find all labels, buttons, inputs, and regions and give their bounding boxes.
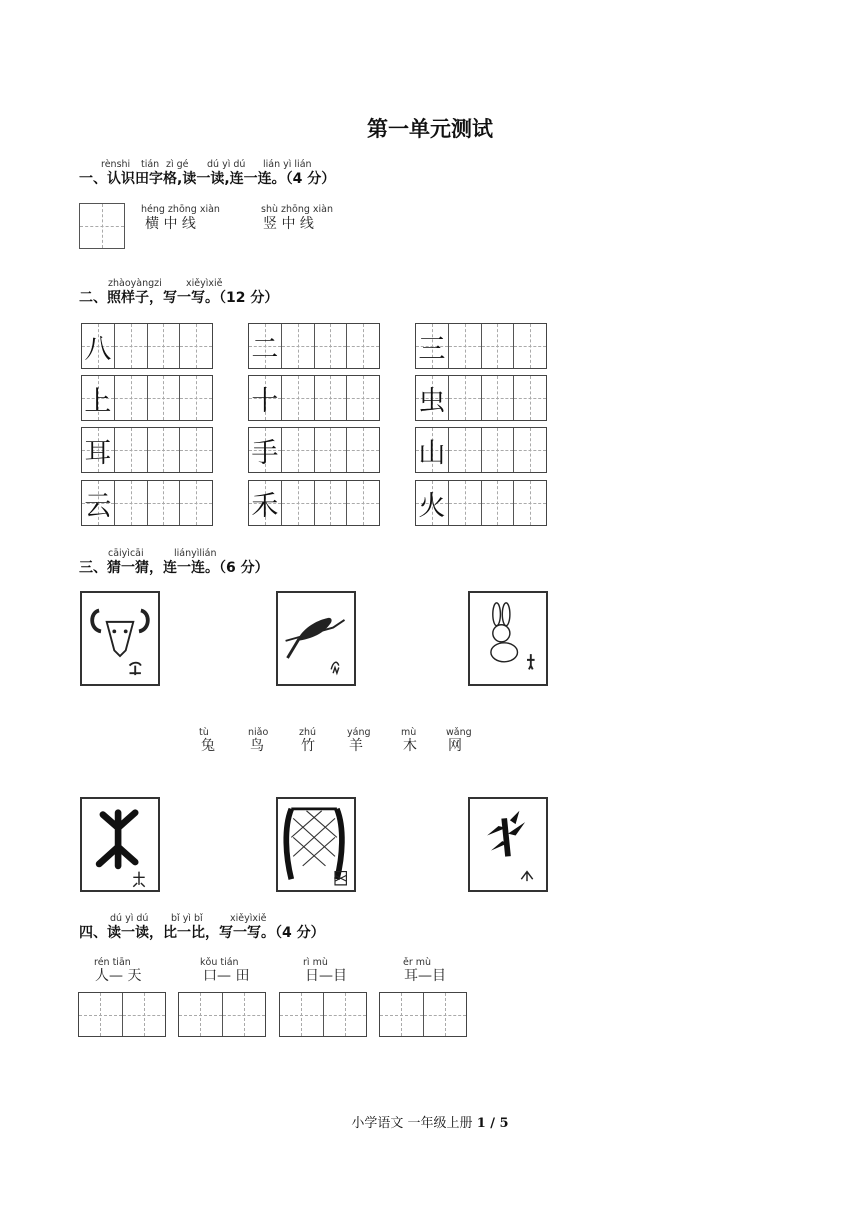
sheep-icon [82, 593, 158, 684]
q2-pinyin-2: xiěyìxiě [186, 278, 223, 289]
grid-cell[interactable] [315, 481, 348, 525]
model-char-cell[interactable] [416, 324, 449, 368]
writing-grid[interactable] [415, 375, 547, 421]
q4-pair2-pinyin: kǒu tián [200, 957, 239, 968]
model-char: 禾 [251, 490, 279, 522]
grid-cell[interactable] [282, 428, 315, 472]
model-char-cell[interactable] [416, 376, 449, 420]
grid-cell[interactable] [482, 428, 515, 472]
grid-cell[interactable] [180, 428, 212, 472]
page-title: 第一单元测试 [367, 117, 493, 141]
model-char-cell[interactable] [82, 428, 115, 472]
model-char-cell[interactable] [249, 324, 282, 368]
writing-grid[interactable] [81, 427, 213, 473]
grid-cell[interactable] [282, 376, 315, 420]
tree-icon [82, 799, 158, 890]
writing-grid[interactable] [248, 375, 380, 421]
q4-prefix: 四、 [79, 925, 107, 941]
q4-pair1-text: 人— 天 [95, 968, 142, 984]
q4-grid-4[interactable] [379, 992, 467, 1037]
grid-cell[interactable] [79, 993, 123, 1036]
grid-cell[interactable] [148, 481, 181, 525]
grid-cell[interactable] [482, 376, 515, 420]
q2-pinyin-1: zhàoyàngzi [108, 278, 162, 289]
model-char: 二 [251, 333, 279, 365]
model-char-cell[interactable] [82, 376, 115, 420]
q1-pinyin-1: rènshi [101, 159, 131, 170]
q1-prefix: 一、 [79, 171, 107, 187]
tree-picture[interactable] [80, 797, 160, 892]
grid-cell[interactable] [380, 993, 424, 1036]
grid-cell[interactable] [115, 481, 148, 525]
grid-cell[interactable] [282, 324, 315, 368]
grid-cell[interactable] [282, 481, 315, 525]
q1-pinyin-4: dú yì dú [207, 159, 246, 170]
model-char: 耳 [84, 437, 112, 469]
q4-pair4-text: 耳—目 [404, 968, 446, 984]
bird-picture[interactable] [276, 591, 356, 686]
word-pinyin: niǎo [248, 727, 269, 738]
grid-cell[interactable] [324, 993, 367, 1036]
writing-grid[interactable] [415, 427, 547, 473]
word-pinyin: mù [401, 727, 417, 738]
model-char-cell[interactable] [82, 481, 115, 525]
grid-cell[interactable] [180, 376, 212, 420]
grid-cell[interactable] [148, 428, 181, 472]
writing-grid[interactable] [81, 375, 213, 421]
grid-cell[interactable] [449, 376, 482, 420]
grid-cell[interactable] [347, 481, 379, 525]
grid-cell[interactable] [148, 324, 181, 368]
model-char: 手 [251, 437, 279, 469]
word-pinyin: wǎng [446, 727, 472, 738]
grid-cell[interactable] [123, 993, 166, 1036]
page-number: 1 / 5 [476, 1116, 509, 1131]
q4-pair4-pinyin: ěr mù [403, 957, 432, 968]
q1-pinyin-3: zì gé [166, 159, 189, 170]
grid-cell[interactable] [115, 428, 148, 472]
q3-pinyin-2: liányìlián [174, 548, 217, 559]
word-pinyin: yáng [347, 727, 371, 738]
q4-text: 读一读，比一比，写一写。（4 分） [107, 925, 325, 941]
grid-cell[interactable] [315, 376, 348, 420]
writing-grid[interactable] [415, 323, 547, 369]
grid-cell[interactable] [482, 324, 515, 368]
q1-pinyin-5: lián yì lián [263, 159, 312, 170]
q4-pair3-pinyin: rì mù [303, 957, 328, 968]
question-2-heading [79, 287, 278, 307]
sheep-picture[interactable] [80, 591, 160, 686]
question-3-heading [79, 557, 269, 577]
q1-item1-text: 横 中 线 [145, 216, 196, 232]
model-char: 八 [84, 333, 112, 365]
q4-grid-2[interactable] [178, 992, 266, 1037]
grid-cell[interactable] [115, 324, 148, 368]
word-char[interactable]: 鸟 [250, 738, 264, 754]
model-char-cell[interactable] [249, 481, 282, 525]
grid-cell[interactable] [449, 428, 482, 472]
model-char-cell[interactable] [416, 481, 449, 525]
writing-grid[interactable] [248, 480, 380, 526]
net-icon [278, 799, 354, 890]
writing-grid[interactable] [81, 323, 213, 369]
question-4-heading [79, 922, 325, 942]
grid-cell[interactable] [115, 376, 148, 420]
q4-grid-3[interactable] [279, 992, 367, 1037]
question-1-heading [79, 168, 335, 188]
rabbit-icon [470, 593, 546, 684]
grid-cell[interactable] [180, 481, 212, 525]
q3-prefix: 三、 [79, 560, 107, 576]
q3-pinyin-1: cāiyìcāi [108, 548, 144, 559]
q2-text: 照样子，写一写。（12 分） [107, 290, 279, 306]
q4-pair1-pinyin: rén tiān [94, 957, 131, 968]
word-char[interactable]: 木 [403, 738, 417, 754]
model-char-cell[interactable] [82, 324, 115, 368]
q1-item2-text: 竖 中 线 [263, 216, 314, 232]
model-char: 上 [84, 385, 112, 417]
word-pinyin: zhú [299, 727, 317, 738]
footer-subject: 小学语文 一年级上册 [351, 1116, 473, 1131]
model-char: 十 [251, 385, 279, 417]
rabbit-picture[interactable] [468, 591, 548, 686]
grid-cell[interactable] [347, 428, 379, 472]
grid-cell[interactable] [424, 993, 467, 1036]
page-footer [0, 1112, 860, 1131]
grid-cell[interactable] [315, 324, 348, 368]
grid-cell[interactable] [514, 376, 546, 420]
q2-prefix: 二、 [79, 290, 107, 306]
grid-cell[interactable] [148, 376, 181, 420]
writing-grid[interactable] [248, 427, 380, 473]
q4-grid-1[interactable] [78, 992, 166, 1037]
tianzige-demo-grid [79, 203, 125, 249]
grid-cell[interactable] [280, 993, 324, 1036]
model-char-cell[interactable] [249, 376, 282, 420]
writing-grid[interactable] [81, 480, 213, 526]
grid-cell[interactable] [347, 324, 379, 368]
q1-text: 认识田字格,读一读,连一连。（4 分） [107, 171, 336, 187]
model-char-cell[interactable] [249, 428, 282, 472]
word-char[interactable]: 竹 [301, 738, 315, 754]
grid-cell[interactable] [514, 428, 546, 472]
model-char: 虫 [418, 385, 446, 417]
q1-pinyin-2: tián [141, 159, 160, 170]
grid-cell[interactable] [180, 324, 212, 368]
word-pinyin: tù [199, 727, 209, 738]
grid-cell[interactable] [514, 481, 546, 525]
word-char[interactable]: 羊 [349, 738, 363, 754]
writing-grid[interactable] [248, 323, 380, 369]
grid-cell[interactable] [315, 428, 348, 472]
q4-pinyin-1: dú yì dú [110, 913, 149, 924]
model-char: 火 [418, 490, 446, 522]
q4-pinyin-2: bǐ yì bǐ [171, 913, 203, 924]
bamboo-icon [470, 799, 546, 890]
grid-cell[interactable] [449, 324, 482, 368]
grid-cell[interactable] [449, 481, 482, 525]
q1-item2-pinyin: shù zhōng xiàn [261, 204, 334, 215]
model-char-cell[interactable] [416, 428, 449, 472]
model-char: 山 [418, 437, 446, 469]
grid-cell[interactable] [347, 376, 379, 420]
word-char[interactable]: 网 [448, 738, 462, 754]
bird-icon [278, 593, 354, 684]
net-picture[interactable] [276, 797, 356, 892]
grid-cell[interactable] [179, 993, 223, 1036]
bamboo-picture[interactable] [468, 797, 548, 892]
word-char[interactable]: 兔 [201, 738, 215, 754]
model-char: 云 [84, 490, 112, 522]
model-char: 三 [418, 333, 446, 365]
q1-item1-pinyin: héng zhōng xiàn [141, 204, 220, 215]
q4-pinyin-3: xiěyìxiě [230, 913, 267, 924]
q3-text: 猜一猜，连一连。（6 分） [107, 560, 269, 576]
q4-pair2-text: 口— 田 [203, 968, 250, 984]
grid-cell[interactable] [514, 324, 546, 368]
writing-grid[interactable] [415, 480, 547, 526]
grid-cell[interactable] [223, 993, 266, 1036]
q4-pair3-text: 日—目 [305, 968, 347, 984]
grid-cell[interactable] [482, 481, 515, 525]
